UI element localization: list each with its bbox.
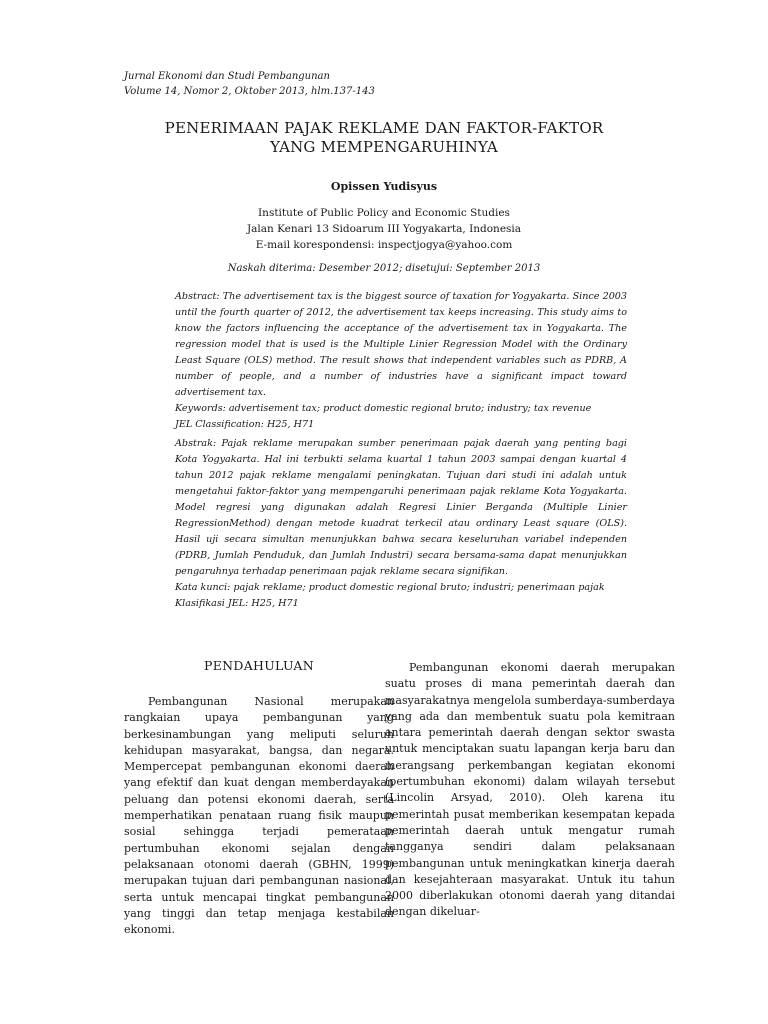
title-line-2: YANG MEMPENGARUHINYA [270, 138, 498, 156]
author-name: Opissen Yudisyus [330, 180, 438, 193]
abstract-indonesian [175, 436, 627, 612]
affiliation-email: E-mail korespondensi: inspectjogya@yahoo.com [255, 239, 513, 251]
abstract-indonesian-jel: Klasifikasi JEL: H25, H71 [175, 598, 299, 609]
abstract-indonesian-keywords: Kata kunci: pajak reklame; product domestic regional bruto; industri; penerimaan pajak [175, 582, 605, 593]
section-heading: PENDAHULUAN [204, 658, 314, 673]
affiliation-address: Jalan Kenari 13 Sidoarum III Yogyakarta, Indonesia [246, 223, 522, 235]
abstract-english-keywords: Keywords: advertisement tax; product domestic regional bruto; industry; tax revenue [175, 403, 592, 414]
affiliation [124, 205, 644, 253]
abstract-indonesian-text: Abstrak: Pajak reklame merupakan sumber penerimaan pajak daerah yang penting bagi Kota Yogyakarta. Hal ini terbukti selama kuartal 1 tahun 2003 sampai dengan kuartal 4 tahun 2012 pajak reklame mengalami peningkatan. Tujuan dari studi ini adalah untuk mengetahui faktor-faktor yang mempengaruhi penerimaan pajak reklame Kota Yogyakarta. Model regresi yang digunakan adalah Regresi Linier Berganda (Multiple Linier RegressionMethod) dengan metode kuadrat terkecil atau ordinary Least square (OLS). Hasil uji secara simultan menunjukkan bahwa secara keseluruhan variabel independen (PDRB, Jumlah Penduduk, dan Jumlah Industri) secara bersama-sama dapat menunjukkan pengaruhnya terhadap penerimaan pajak reklame secara signifikan. [175, 438, 627, 577]
title-line-1: PENERIMAAN PAJAK REKLAME DAN FAKTOR-FAKTOR [164, 119, 604, 137]
body-right-column [385, 660, 675, 921]
body-left-column [124, 694, 394, 938]
body-paragraph-left: Pembangunan Nasional merupakan rangkaian upaya pembangunan yang berkesinambungan yang meliputi seluruh kehidupan masyarakat, bangsa, dan negara. Mempercepat pembangunan ekonomi daerah yang efektif dan kuat dengan memberdayakan peluang dan potensi ekonomi daerah, serta memperhatikan penataan ruang fisik maupun sosial sehingga terjadi pemerataan pertumbuhan ekonomi sejalan dengan pelaksanaan otonomi daerah (GBHN, 1999) merupakan tujuan dari pembangunan nasional, serta untuk mencapai tingkat pembangunan yang tinggi dan tetap menjaga kestabilan ekonomi. [124, 695, 394, 937]
journal-name: Jurnal Ekonomi dan Studi Pembangunan [124, 71, 330, 82]
body-paragraph-right: Pembangunan ekonomi daerah merupakan suatu proses di mana pemerintah daerah dan masyarakatnya mengelola sumberdaya-sumberdaya yang ada dan membentuk suatu pola kemitraan antara pemerintah daerah dengan sektor swasta untuk menciptakan suatu lapangan kerja baru dan merangsang perkembangan kegiatan ekonomi (pertumbuhan ekonomi) dalam wilayah tersebut (Lincolin Arsyad, 2010). Oleh karena itu pemerintah pusat memberikan kesempatan kepada pemerintah daerah untuk mengatur rumah tangganya sendiri dalam pelaksanaan pembangunan untuk meningkatkan kinerja daerah dan kesejahteraan masyarakat. Untuk itu tahun 2000 diberlakukan otonomi daerah yang ditandai dengan dikeluar- [385, 661, 675, 919]
journal-header [124, 69, 375, 99]
abstract-english-jel: JEL Classification: H25, H71 [175, 419, 315, 430]
journal-issue: Volume 14, Nomor 2, Oktober 2013, hlm.137-143 [124, 86, 375, 97]
submission-dates: Naskah diterima: Desember 2012; disetujui: September 2013 [227, 263, 541, 274]
abstract-english-text: Abstract: The advertisement tax is the biggest source of taxation for Yogyakarta. Since 2003 until the fourth quarter of 2012, the advertisement tax keeps increasing. This study aims to know the factors influencing the acceptance of the advertisement tax in Yogyakarta. The regression model that is used is the Multiple Linier Regression Model with the Ordinary Least Square (OLS) method. The result shows that independent variables such as PDRB, A number of people, and a number of industries have a significant impact toward advertisement tax. [175, 291, 627, 398]
paper-title [124, 119, 644, 157]
affiliation-institute: Institute of Public Policy and Economic Studies [258, 207, 510, 219]
abstract-english [175, 289, 627, 433]
